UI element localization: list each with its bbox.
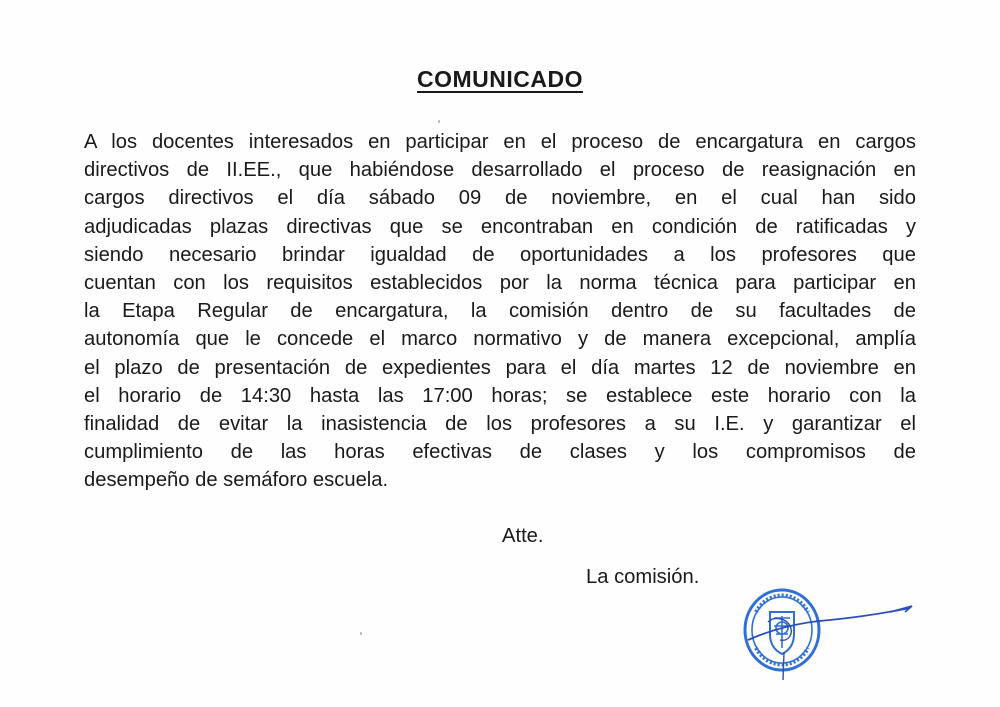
body-line: A los docentes interesados en participar en el proceso de encargatura en cargos: [84, 131, 916, 153]
scan-speck: [360, 632, 362, 635]
stamp-and-signature: [740, 582, 920, 682]
body-line: directivos de II.EE., que habiéndose desarrollado el proceso de reasignación en: [84, 159, 916, 182]
body-line: adjudicadas plazas directivas que se encontraban en condición de ratificadas y: [84, 215, 916, 238]
signature-flourish: [890, 606, 912, 612]
body-line: autonomía que le concede el marco normativo y de manera excepcional, amplía: [84, 328, 916, 351]
body-line: finalidad de evitar la inasistencia de los profesores a su I.E. y garantizar el: [84, 413, 916, 436]
body-line: cumplimiento de las horas efectivas de clases y los compromisos de: [84, 441, 916, 464]
stamp-shield-detail: [774, 616, 790, 648]
body-line: desempeño de semáforo escuela.: [84, 469, 389, 492]
body-line: cargos directivos el día sábado 09 de noviembre, en el cual han sido: [84, 187, 916, 210]
body-line: el plazo de presentación de expedientes para el día martes 12 de noviembre en: [84, 356, 916, 379]
body-line: la Etapa Regular de encargatura, la comisión dentro de su facultades de: [84, 300, 916, 323]
document-title: [0, 66, 1000, 93]
document-title-text: COMUNICADO: [417, 66, 583, 92]
document-body: [84, 128, 916, 495]
closing-text: Atte.: [502, 525, 544, 547]
body-line: el horario de 14:30 hasta las 17:00 horas; se establece este horario con la: [84, 384, 916, 407]
scan-speck: [438, 120, 440, 123]
signature-tail: [783, 652, 784, 680]
signature-line: La comisión.: [586, 566, 700, 588]
body-line: cuentan con los requisitos establecidos por la norma técnica para participar en: [84, 272, 916, 295]
body-line: siendo necesario brindar igualdad de oportunidades a los profesores que: [84, 243, 916, 266]
official-stamp-icon: [740, 582, 920, 682]
